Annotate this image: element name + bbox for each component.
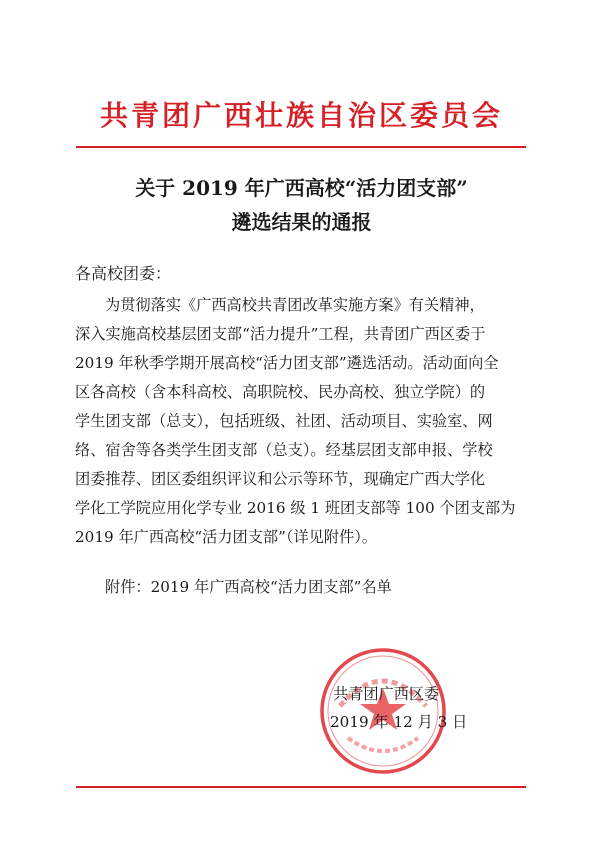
- issue-date: 2019 年 12 月 3 日: [330, 713, 468, 731]
- body-line: 2019 年秋季学期开展高校“活力团支部”遴选活动。活动面向全: [75, 354, 499, 372]
- document-title-line-1: 关于 2019 年广西高校“活力团支部”: [135, 176, 468, 200]
- document-title-line-2: 遴选结果的通报: [231, 210, 372, 234]
- body-line: 团委推荐、团区委组织评议和公示等环节，现确定广西大学化: [75, 470, 486, 488]
- attachment-note: 附件：2019 年广西高校“活力团支部”名单: [105, 578, 392, 596]
- footer-red-rule: [76, 786, 526, 788]
- body-line: 区各高校（含本科高校、高职院校、民办高校、独立学院）的: [75, 383, 486, 401]
- salutation: 各高校团委：: [75, 264, 172, 283]
- body-line: 络、宿舍等各类学生团支部（总支）。经基层团支部申报、学校: [75, 441, 493, 459]
- signing-organization: 共青团广西区委: [333, 685, 440, 703]
- header-red-rule: [76, 146, 526, 148]
- issuing-organization-header: 共青团广西壮族自治区委员会: [99, 99, 503, 132]
- body-line: 学化工学院应用化学专业 2016 级 1 班团支部等 100 个团支部为: [75, 499, 516, 517]
- body-line: 2019 年广西高校“活力团支部”（详见附件）。: [75, 528, 377, 546]
- body-line: 为贯彻落实《广西高校共青团改革实施方案》有关精神，: [105, 296, 485, 314]
- body-line: 学生团支部（总支），包括班级、社团、活动项目、实验室、网: [75, 412, 493, 430]
- body-paragraph: [75, 291, 535, 552]
- body-line: 深入实施高校基层团支部“活力提升”工程，共青团广西区委于: [75, 325, 486, 343]
